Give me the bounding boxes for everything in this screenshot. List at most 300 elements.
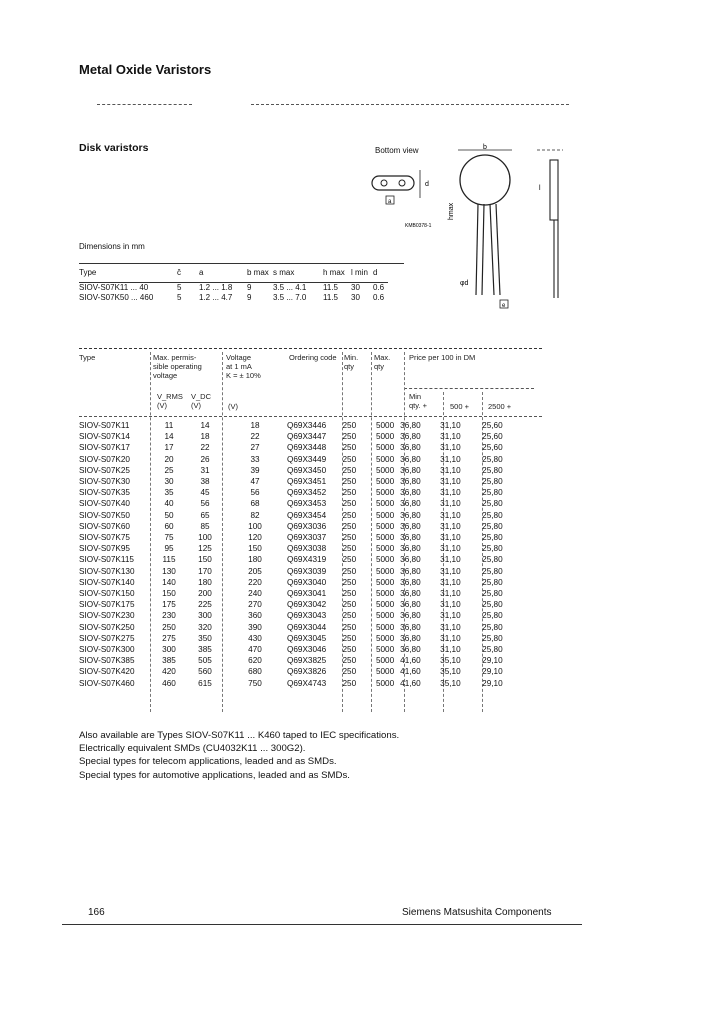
page-number: 166 xyxy=(88,907,105,918)
table-cell: 31,10 xyxy=(440,544,461,554)
table-row xyxy=(79,420,522,431)
table-cell: 26 xyxy=(200,454,210,464)
dim-cell: 11.5 xyxy=(323,292,338,302)
dim-header: d xyxy=(373,268,378,277)
table-cell: 31 xyxy=(200,465,210,475)
table-cell: Q69X3446 xyxy=(287,421,327,430)
table-cell: 470 xyxy=(248,645,262,655)
table-row xyxy=(79,554,522,565)
table-cell: 150 xyxy=(162,589,176,599)
table-cell: 430 xyxy=(248,633,262,643)
dim-header: b max xyxy=(247,268,269,277)
table-cell: 225 xyxy=(198,600,212,610)
divider xyxy=(79,263,404,264)
table-row xyxy=(79,454,522,465)
table-cell: 250 xyxy=(342,477,357,487)
table-cell: 31,10 xyxy=(440,589,461,599)
table-cell: 31,10 xyxy=(440,555,461,565)
note-line: Also available are Types SIOV-S07K11 ... K460 taped to IEC specifications. xyxy=(79,730,400,741)
table-cell: 5000 xyxy=(375,432,395,442)
table-cell: 35,10 xyxy=(440,667,461,677)
table-cell: 41,60 xyxy=(400,678,421,688)
table-cell: 5000 xyxy=(375,499,395,509)
table-cell: 25,80 xyxy=(482,488,503,498)
table-cell: 250 xyxy=(342,521,357,531)
divider xyxy=(79,348,542,349)
table-row xyxy=(79,633,522,644)
table-cell: 5000 xyxy=(375,577,395,587)
table-cell: 250 xyxy=(342,645,357,655)
table-cell: 250 xyxy=(342,533,357,543)
dim-cell: 3.5 ... 7.0 xyxy=(273,292,307,302)
table-cell: 31,10 xyxy=(440,477,461,487)
dim-cell: SIOV-S07K50 ... 460 xyxy=(79,292,154,302)
table-cell: 5000 xyxy=(375,521,395,531)
dim-cell: 1.2 ... 1.8 xyxy=(199,282,233,292)
table-cell: Q69X4319 xyxy=(287,555,327,565)
table-cell: 5000 xyxy=(375,645,395,655)
table-cell: SIOV-S07K11 xyxy=(79,421,130,430)
table-cell: 240 xyxy=(248,589,262,599)
table-row xyxy=(79,476,522,487)
table-cell: 385 xyxy=(198,645,212,655)
table-cell: Q69X3452 xyxy=(287,488,327,498)
table-cell: 250 xyxy=(342,555,357,565)
table-cell: SIOV-S07K130 xyxy=(79,566,135,576)
varistor-table xyxy=(79,420,522,689)
dimensions-caption: Dimensions in mm xyxy=(79,242,145,251)
dim-header: h max xyxy=(323,268,345,277)
table-cell: 360 xyxy=(248,611,262,621)
table-cell: 45 xyxy=(200,488,210,498)
table-cell: 320 xyxy=(198,622,212,632)
table-cell: 250 xyxy=(342,622,357,632)
varistor-diagram xyxy=(360,140,580,320)
table-row xyxy=(79,655,522,666)
table-cell: 5000 xyxy=(375,533,395,543)
svg-text:φd: φd xyxy=(460,280,469,287)
table-cell: 31,10 xyxy=(440,566,461,576)
svg-text:e: e xyxy=(502,303,506,309)
table-cell: 25,80 xyxy=(482,510,503,520)
table-cell: 250 xyxy=(342,510,357,520)
table-cell: 17 xyxy=(164,443,174,453)
table-cell: 25,80 xyxy=(482,454,503,464)
table-cell: 170 xyxy=(198,566,212,576)
table-cell: 250 xyxy=(342,667,357,677)
table-cell: 36,80 xyxy=(400,488,421,498)
table-cell: SIOV-S07K115 xyxy=(79,555,134,565)
table-cell: 5000 xyxy=(375,544,395,554)
table-cell: SIOV-S07K385 xyxy=(79,656,135,666)
table-cell: 250 xyxy=(342,678,357,688)
table-cell: 33 xyxy=(250,454,260,464)
dimensions-row xyxy=(79,282,388,293)
table-cell: 250 xyxy=(342,443,357,453)
table-cell: 31,10 xyxy=(440,521,461,531)
notes xyxy=(79,729,399,782)
col-header-price-500: 500 + xyxy=(450,402,469,411)
table-cell: 68 xyxy=(250,499,260,509)
dim-cell: 5 xyxy=(177,292,182,302)
table-row xyxy=(79,644,522,655)
table-cell: 31,10 xyxy=(440,443,461,453)
col-header-vrms: V_RMS (V) xyxy=(157,392,183,410)
table-cell: 14 xyxy=(200,421,210,430)
dim-header: l min xyxy=(351,268,368,277)
table-cell: 36,80 xyxy=(400,521,421,531)
table-row xyxy=(79,543,522,554)
col-header-max-qty: Max. qty xyxy=(374,353,391,371)
table-cell: 31,10 xyxy=(440,421,461,430)
svg-text:a: a xyxy=(388,199,392,205)
table-cell: 250 xyxy=(342,566,357,576)
table-row xyxy=(79,678,522,689)
table-cell: Q69X3036 xyxy=(287,521,327,531)
footer-company: Siemens Matsushita Components xyxy=(402,907,552,918)
divider xyxy=(97,104,192,105)
table-cell: Q69X3450 xyxy=(287,465,327,475)
table-cell: 36,80 xyxy=(400,645,421,655)
table-cell: 560 xyxy=(198,667,212,677)
table-cell: 36,80 xyxy=(400,555,421,565)
table-cell: 100 xyxy=(198,533,212,543)
table-cell: 31,10 xyxy=(440,611,461,621)
note-line: Special types for automotive applications, leaded and as SMDs. xyxy=(79,769,350,781)
dim-cell: 30 xyxy=(351,282,360,292)
table-cell: 25,80 xyxy=(482,555,503,565)
table-cell: 115 xyxy=(162,555,176,565)
table-cell: 36,80 xyxy=(400,566,421,576)
table-cell: 300 xyxy=(162,645,176,655)
page-title: Metal Oxide Varistors xyxy=(79,62,212,77)
table-cell: Q69X3826 xyxy=(287,667,327,677)
divider xyxy=(251,104,569,105)
table-cell: 27 xyxy=(250,443,260,453)
table-cell: 250 xyxy=(342,465,357,475)
table-row xyxy=(79,521,522,532)
dim-cell: 0.6 xyxy=(373,282,385,292)
table-cell: 5000 xyxy=(375,667,395,677)
dim-cell: 1.2 ... 4.7 xyxy=(199,292,233,302)
table-cell: SIOV-S07K460 xyxy=(79,678,135,688)
table-cell: 36,80 xyxy=(400,589,421,599)
table-row xyxy=(79,442,522,453)
table-cell: 25,80 xyxy=(482,566,503,576)
table-cell: 130 xyxy=(162,566,176,576)
table-cell: 22 xyxy=(200,443,210,453)
table-cell: Q69X3043 xyxy=(287,611,327,621)
table-cell: 5000 xyxy=(375,600,395,610)
table-cell: Q69X3039 xyxy=(287,566,327,576)
table-cell: 270 xyxy=(248,600,262,610)
table-cell: 5000 xyxy=(375,421,395,430)
table-cell: 25,80 xyxy=(482,533,503,543)
table-cell: SIOV-S07K275 xyxy=(79,633,135,643)
dim-header: ĉ xyxy=(177,268,181,277)
table-cell: 505 xyxy=(198,656,212,666)
table-cell: 750 xyxy=(248,678,262,688)
dim-header: s max xyxy=(273,268,295,277)
table-cell: 250 xyxy=(342,577,357,587)
table-cell: 5000 xyxy=(375,510,395,520)
table-cell: SIOV-S07K14 xyxy=(79,432,130,442)
table-cell: Q69X3044 xyxy=(287,622,327,632)
table-cell: SIOV-S07K40 xyxy=(79,499,130,509)
table-cell: SIOV-S07K30 xyxy=(79,477,130,487)
table-cell: 31,10 xyxy=(440,622,461,632)
table-cell: SIOV-S07K420 xyxy=(79,667,135,677)
table-cell: 36,80 xyxy=(400,510,421,520)
dim-cell: 11.5 xyxy=(323,282,338,292)
table-cell: 25 xyxy=(164,465,174,475)
table-cell: 65 xyxy=(200,510,210,520)
table-cell: 680 xyxy=(248,667,262,677)
table-cell: 5000 xyxy=(375,443,395,453)
table-cell: 250 xyxy=(342,499,357,509)
table-row xyxy=(79,622,522,633)
table-cell: 35,10 xyxy=(440,656,461,666)
table-cell: 29,10 xyxy=(482,656,503,666)
table-cell: 29,10 xyxy=(482,667,503,677)
table-cell: 39 xyxy=(250,465,260,475)
table-cell: 11 xyxy=(164,421,174,430)
table-cell: 95 xyxy=(164,544,174,554)
table-cell: 390 xyxy=(248,622,262,632)
table-cell: Q69X3042 xyxy=(287,600,327,610)
col-header-vv: (V) xyxy=(228,402,238,411)
table-cell: 460 xyxy=(162,678,176,688)
dim-cell: 3.5 ... 4.1 xyxy=(273,282,307,292)
table-cell: 250 xyxy=(342,432,357,442)
table-cell: 180 xyxy=(248,555,262,565)
table-cell: 35,10 xyxy=(440,678,461,688)
dim-header: a xyxy=(199,268,204,277)
table-cell: 100 xyxy=(248,521,262,531)
table-cell: 47 xyxy=(250,477,260,487)
table-cell: 18 xyxy=(250,421,260,430)
table-cell: 31,10 xyxy=(440,633,461,643)
svg-text:hmax: hmax xyxy=(448,202,455,220)
table-cell: SIOV-S07K60 xyxy=(79,521,130,531)
table-cell: 31,10 xyxy=(440,600,461,610)
table-cell: 40 xyxy=(164,499,174,509)
table-cell: 36,80 xyxy=(400,477,421,487)
divider xyxy=(79,416,542,417)
table-cell: 5000 xyxy=(375,454,395,464)
table-cell: 25,80 xyxy=(482,499,503,509)
col-header-max-voltage: Max. permis- sible operating voltage xyxy=(153,353,202,380)
table-cell: 35 xyxy=(164,488,174,498)
table-cell: SIOV-S07K75 xyxy=(79,533,130,543)
table-cell: 30 xyxy=(164,477,174,487)
table-cell: SIOV-S07K250 xyxy=(79,622,135,632)
col-header-vdc: V_DC (V) xyxy=(191,392,212,410)
table-cell: Q69X3037 xyxy=(287,533,327,543)
table-row xyxy=(79,532,522,543)
table-cell: 25,80 xyxy=(482,577,503,587)
table-cell: 250 xyxy=(342,589,357,599)
table-cell: 14 xyxy=(164,432,174,442)
table-cell: 250 xyxy=(342,488,357,498)
col-header-price-min-qty: Min qty. + xyxy=(409,392,427,410)
table-row xyxy=(79,431,522,442)
col-header-price: Price per 100 in DM xyxy=(409,353,476,362)
svg-text:l: l xyxy=(539,185,541,192)
table-cell: 140 xyxy=(162,577,176,587)
table-cell: 420 xyxy=(162,667,176,677)
table-cell: 250 xyxy=(342,600,357,610)
table-cell: 25,80 xyxy=(482,600,503,610)
divider xyxy=(404,388,534,389)
table-row xyxy=(79,588,522,599)
table-row xyxy=(79,498,522,509)
table-cell: SIOV-S07K20 xyxy=(79,454,130,464)
table-cell: 5000 xyxy=(375,477,395,487)
dim-header: Type xyxy=(79,268,97,277)
table-cell: SIOV-S07K95 xyxy=(79,544,130,554)
table-cell: 31,10 xyxy=(440,488,461,498)
table-cell: Q69X3040 xyxy=(287,577,327,587)
table-cell: SIOV-S07K300 xyxy=(79,645,135,655)
table-cell: 230 xyxy=(162,611,176,621)
table-cell: 620 xyxy=(248,656,262,666)
table-cell: SIOV-S07K230 xyxy=(79,611,135,621)
table-cell: 175 xyxy=(162,600,176,610)
table-row xyxy=(79,510,522,521)
table-cell: 250 xyxy=(342,544,357,554)
table-cell: 36,80 xyxy=(400,421,421,430)
table-cell: 36,80 xyxy=(400,443,421,453)
table-cell: 5000 xyxy=(375,589,395,599)
table-cell: Q69X3447 xyxy=(287,432,327,442)
table-cell: 25,80 xyxy=(482,633,503,643)
table-cell: 250 xyxy=(342,421,357,430)
table-cell: 36,80 xyxy=(400,577,421,587)
table-cell: 85 xyxy=(200,521,210,531)
table-cell: Q69X4743 xyxy=(287,678,327,688)
table-cell: Q69X3825 xyxy=(287,656,327,666)
table-cell: 125 xyxy=(198,544,212,554)
section-title: Disk varistors xyxy=(79,142,149,154)
table-cell: 5000 xyxy=(375,622,395,632)
dim-cell: SIOV-S07K11 ... 40 xyxy=(79,282,149,292)
table-row xyxy=(79,487,522,498)
table-cell: 29,10 xyxy=(482,678,503,688)
table-cell: Q69X3038 xyxy=(287,544,327,554)
col-header-varistor-voltage: Voltage at 1 mA K = ± 10% xyxy=(226,353,261,380)
dimensions-row xyxy=(79,293,388,303)
table-cell: 120 xyxy=(248,533,262,543)
table-cell: 36,80 xyxy=(400,454,421,464)
table-cell: 31,10 xyxy=(440,645,461,655)
table-cell: 5000 xyxy=(375,656,395,666)
table-cell: SIOV-S07K17 xyxy=(79,443,130,453)
table-row xyxy=(79,666,522,677)
table-cell: 150 xyxy=(198,555,212,565)
table-cell: 50 xyxy=(164,510,174,520)
table-cell: 25,80 xyxy=(482,477,503,487)
table-cell: 350 xyxy=(198,633,212,643)
table-cell: 36,80 xyxy=(400,633,421,643)
table-cell: 31,10 xyxy=(440,454,461,464)
table-cell: 250 xyxy=(342,656,357,666)
table-cell: 25,60 xyxy=(482,432,503,442)
table-cell: 36,80 xyxy=(400,622,421,632)
table-cell: 220 xyxy=(248,577,262,587)
table-cell: 5000 xyxy=(375,633,395,643)
table-row xyxy=(79,566,522,577)
table-cell: Q69X3449 xyxy=(287,454,327,464)
table-cell: 31,10 xyxy=(440,510,461,520)
note-line: Special types for telecom applications, leaded and as SMDs. xyxy=(79,756,337,768)
table-cell: 41,60 xyxy=(400,656,421,666)
table-cell: 22 xyxy=(250,432,260,442)
table-cell: 25,80 xyxy=(482,465,503,475)
table-cell: 205 xyxy=(248,566,262,576)
table-cell: 56 xyxy=(250,488,260,498)
table-cell: 31,10 xyxy=(440,577,461,587)
svg-text:d: d xyxy=(425,181,429,188)
table-row xyxy=(79,577,522,588)
table-cell: Q69X3046 xyxy=(287,645,327,655)
table-cell: SIOV-S07K150 xyxy=(79,589,135,599)
table-cell: 56 xyxy=(200,499,210,509)
table-cell: 60 xyxy=(164,521,174,531)
col-header-min-qty: Min. qty xyxy=(344,353,359,371)
table-cell: 180 xyxy=(198,577,212,587)
footer-rule xyxy=(62,924,582,925)
table-cell: 31,10 xyxy=(440,465,461,475)
table-cell: 25,80 xyxy=(482,645,503,655)
table-cell: 150 xyxy=(248,544,262,554)
table-cell: Q69X3454 xyxy=(287,510,327,520)
table-cell: 36,80 xyxy=(400,499,421,509)
table-cell: 36,80 xyxy=(400,465,421,475)
dim-cell: 0.6 xyxy=(373,292,385,302)
table-cell: 5000 xyxy=(375,465,395,475)
table-cell: 41,60 xyxy=(400,667,421,677)
table-cell: 36,80 xyxy=(400,611,421,621)
table-cell: 36,80 xyxy=(400,432,421,442)
table-cell: 36,80 xyxy=(400,533,421,543)
dim-cell: 5 xyxy=(177,282,182,292)
table-cell: Q69X3041 xyxy=(287,589,327,599)
svg-text:KMB0378-1: KMB0378-1 xyxy=(405,223,432,229)
col-header-price-2500: 2500 + xyxy=(488,402,512,411)
table-cell: 20 xyxy=(164,454,174,464)
table-cell: SIOV-S07K175 xyxy=(79,600,135,610)
table-cell: Q69X3045 xyxy=(287,633,327,643)
table-cell: 25,80 xyxy=(482,622,503,632)
table-cell: 31,10 xyxy=(440,499,461,509)
table-cell: 200 xyxy=(198,589,212,599)
table-cell: 385 xyxy=(162,656,176,666)
bottom-view-label: Bottom view xyxy=(375,146,419,155)
table-cell: 25,80 xyxy=(482,589,503,599)
dimensions-table xyxy=(79,268,388,303)
table-cell: Q69X3453 xyxy=(287,499,327,509)
table-cell: 300 xyxy=(198,611,212,621)
table-cell: 25,80 xyxy=(482,544,503,554)
table-cell: 250 xyxy=(342,611,357,621)
table-cell: 31,10 xyxy=(440,533,461,543)
dim-cell: 9 xyxy=(247,282,252,292)
table-cell: 250 xyxy=(162,622,176,632)
note-line: Electrically equivalent SMDs (CU4032K11 ... 300G2). xyxy=(79,743,306,755)
table-cell: 82 xyxy=(250,510,260,520)
dim-cell: 9 xyxy=(247,292,252,302)
